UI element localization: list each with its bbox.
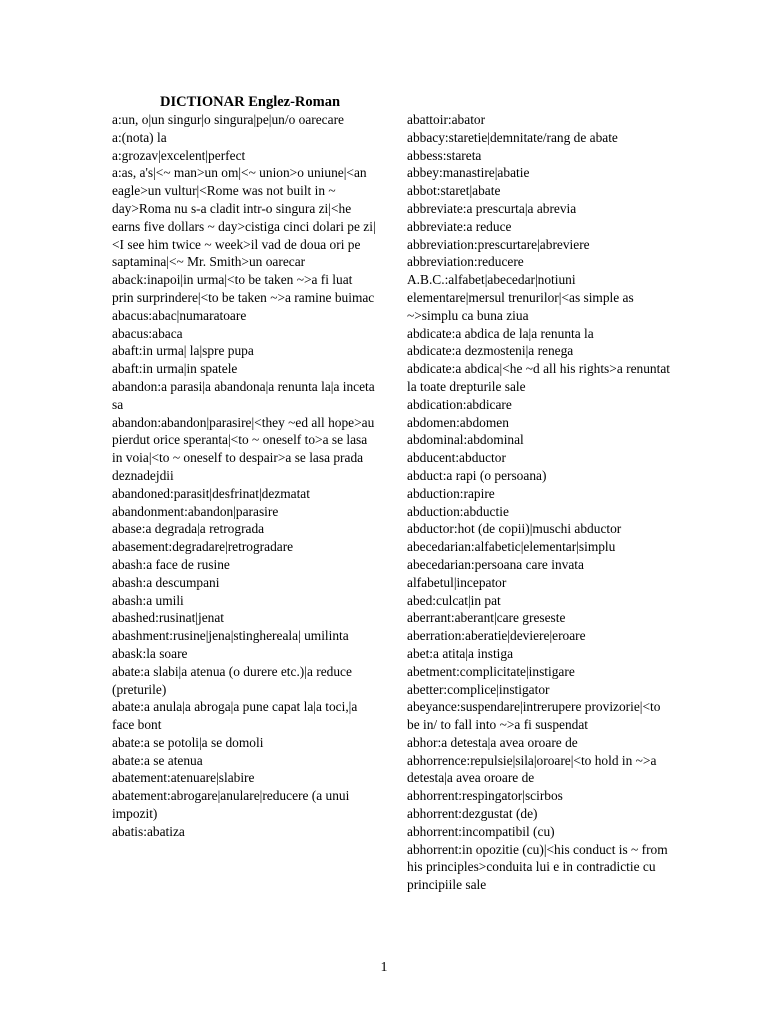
page-number: 1 [380,960,388,975]
dictionary-entry: abash:a descumpani [112,574,220,590]
dictionary-entry: abducent:abductor [407,450,506,466]
dictionary-entry: abaft:in urma|in spatele [112,361,238,377]
dictionary-entry: abattoir:abator [407,112,486,127]
dictionary-entry: abate:a se potoli|a se domoli [112,734,264,750]
dictionary-entry: abeyance:suspendare|intrerupere provizorie|<to be in/ to fall into ~>a fi suspendat [407,699,661,733]
dictionary-entry: abdicate:a abdica de la|a renunta la [407,325,594,341]
dictionary-entry: abashment:rusine|jena|stinghereala| umilinta [112,628,349,644]
dictionary-entry: abandoned:parasit|desfrinat|dezmatat [112,485,310,501]
dictionary-entry: abashed:rusinat|jenat [112,610,224,626]
left-column [112,111,377,841]
dictionary-entry: abdominal:abdominal [407,432,524,448]
dictionary-entry: abduction:abductie [407,503,509,519]
dictionary-entry: A.B.C.:alfabet|abecedar|notiuni elementare|mersul trenurilor|<as simple as ~>simplu ca buna ziua [407,272,634,323]
dictionary-entry: abbey:manastire|abatie [407,165,530,181]
dictionary-entry: abatement:atenuare|slabire [112,770,255,786]
dictionary-entry: abduction:rapire [407,485,495,501]
dictionary-entry: abduct:a rapi (o persoana) [407,467,547,483]
dictionary-entry: abdicate:a abdica|<he ~d all his rights>a renuntat la toate drepturile sale [407,361,670,394]
dictionary-entry: abductor:hot (de copii)|muschi abductor [407,521,622,537]
dictionary-entry: abhorrent:incompatibil (cu) [407,823,555,839]
dictionary-entry: a:(nota) la [112,129,167,145]
dictionary-entry: abdication:abdicare [407,396,512,412]
dictionary-entry: abet:a atita|a instiga [407,645,514,661]
dictionary-entry: abed:culcat|in pat [407,592,501,608]
dictionary-entry: abhorrent:respingator|scirbos [407,788,563,804]
dictionary-entry: abbreviation:prescurtare|abreviere [407,236,590,252]
dictionary-entry: a:grozav|excelent|perfect [112,147,246,163]
dictionary-entry: abaft:in urma| la|spre pupa [112,343,254,359]
dictionary-entry: a:as, a's|<~ man>un om|<~ union>o uniune|<an eagle>un vultur|<Rome was not built in ~ day>Roma nu s-a cladit intr-o singura zi|<he earns five dollars ~ day>cistiga cinci dolari pe zi|<I see him twice ~ week>il vad de doua ori pe saptamina|<~ Mr. Smith>un oarecar [112,165,376,270]
dictionary-entry: aberration:aberatie|deviere|eroare [407,628,586,644]
dictionary-entry: abandonment:abandon|parasire [112,503,279,519]
dictionary-entry: abetter:complice|instigator [407,681,550,697]
dictionary-entry: abbreviate:a reduce [407,218,512,234]
dictionary-entry: abatis:abatiza [112,823,185,839]
dictionary-entry: abhorrent:in opozitie (cu)|<his conduct is ~ from his principles>conduita lui e in contradictie cu principiile sale [407,841,668,893]
dictionary-entry: aberrant:aberant|care greseste [407,610,566,626]
dictionary-entry: abandon:a parasi|a abandona|a renunta la|a inceta sa [112,378,375,412]
dictionary-entry: abdomen:abdomen [407,414,509,430]
dictionary-entry: a:un, o|un singur|o singura|pe|un/o oarecare [112,112,344,127]
dictionary-entry: abatement:abrogare|anulare|reducere (a unui impozit) [112,788,350,822]
dictionary-entry: abate:a anula|a abroga|a pune capat la|a toci,|a face bont [112,699,358,733]
dictionary-entry: abhor:a detesta|a avea oroare de [407,734,578,750]
dictionary-entry: abacus:abac|numaratoare [112,307,247,323]
dictionary-entry: abacus:abaca [112,325,183,341]
dictionary-entry: abash:a umili [112,592,184,608]
dictionary-entry: abash:a face de rusine [112,556,230,572]
dictionary-entry: abdicate:a dezmosteni|a renega [407,343,574,359]
dictionary-entry: abask:la soare [112,645,188,661]
dictionary-entry: aback:inapoi|in urma|<to be taken ~>a fi luat prin surprindere|<to be taken ~>a ramine buimac [112,272,375,305]
page-title: DICTIONAR Englez-Roman [160,94,341,110]
dictionary-entry: abbess:stareta [407,147,482,163]
dictionary-entry: abhorrence:repulsie|sila|oroare|<to hold in ~>a detesta|a avea oroare de [407,752,657,786]
dictionary-entry: abecedarian:alfabetic|elementar|simplu [407,539,616,555]
dictionary-entry: abasement:degradare|retrogradare [112,539,294,555]
dictionary-entry: abase:a degrada|a retrograda [112,521,265,537]
dictionary-entry: abhorrent:dezgustat (de) [407,806,538,822]
dictionary-entry: abbot:staret|abate [407,183,501,199]
dictionary-entry: abetment:complicitate|instigare [407,663,575,679]
dictionary-entry: abecedarian:persoana care invata alfabetul|incepator [407,556,584,590]
dictionary-entry: abbreviate:a prescurta|a abrevia [407,200,577,216]
dictionary-entry: abandon:abandon|parasire|<they ~ed all hope>au pierdut orice speranta|<to ~ oneself to>a se lasa in voia|<to ~ oneself to despair>a se lasa prada deznadejdii [112,414,375,483]
dictionary-entry: abate:a se atenua [112,752,203,768]
dictionary-entry: abate:a slabi|a atenua (o durere etc.)|a reduce (preturile) [112,663,352,697]
dictionary-entry: abbreviation:reducere [407,254,524,270]
dictionary-entry: abbacy:staretie|demnitate/rang de abate [407,129,618,145]
right-column [407,111,672,894]
